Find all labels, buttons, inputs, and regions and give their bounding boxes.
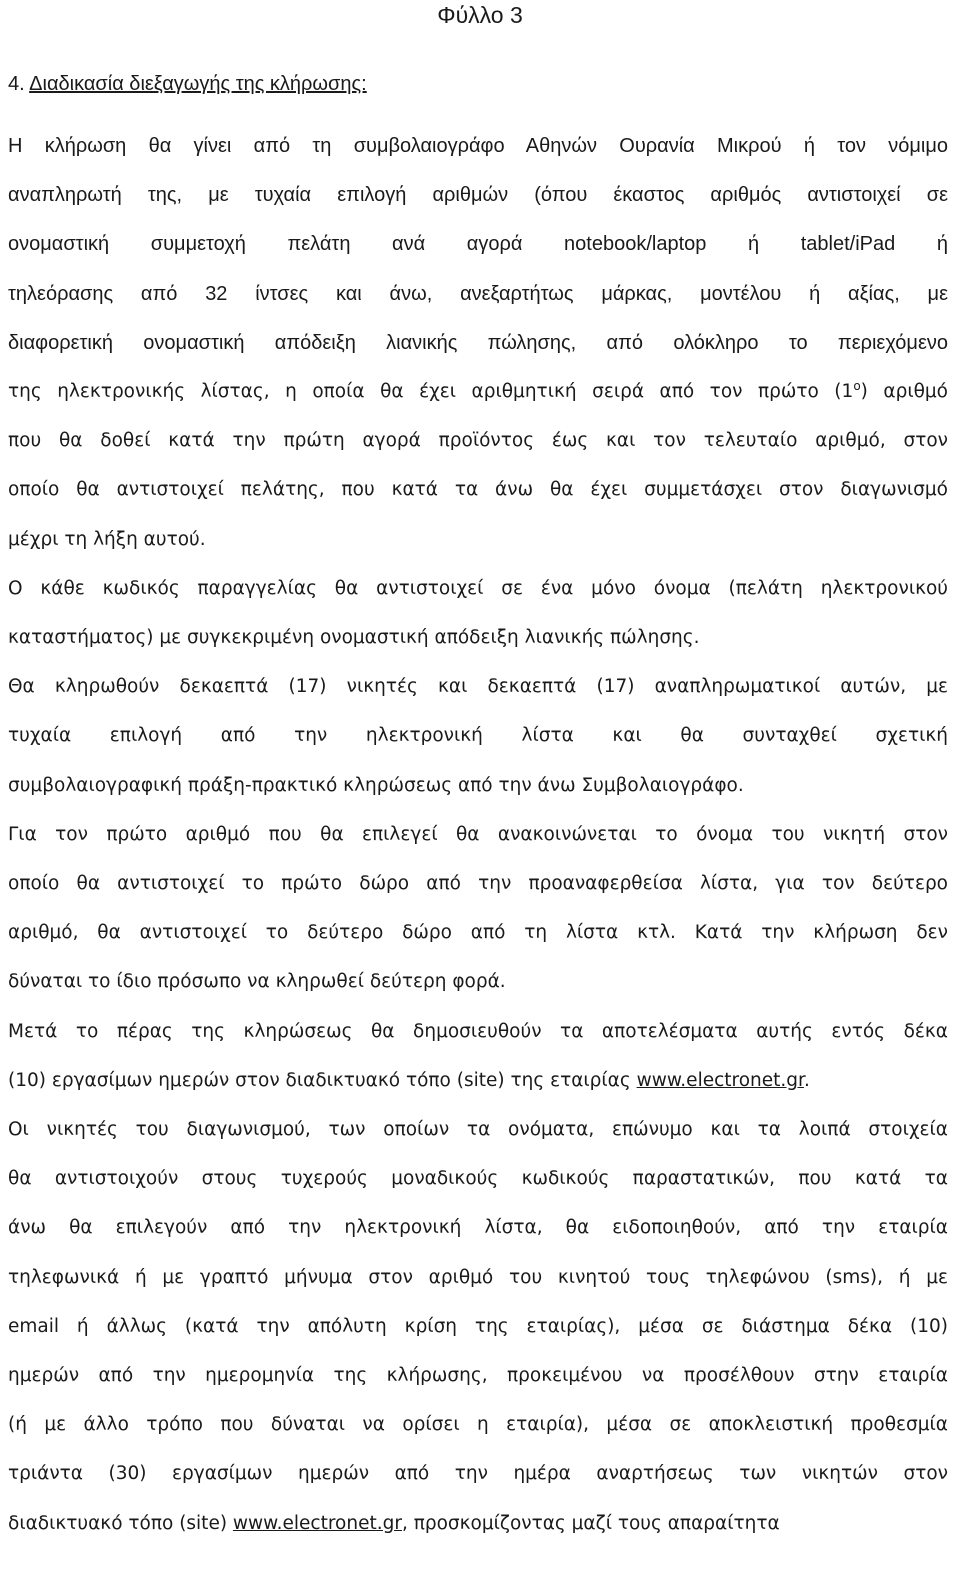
paragraph-line: Για τον πρώτο αριθμό που θα επιλεγεί θα ανακοινώνεται το όνομα του νικητή στον [8, 824, 948, 845]
paragraph-line: Ο κάθε κωδικός παραγγελίας θα αντιστοιχεί σε ένα μόνο όνομα (πελάτη ηλεκτρονικού [8, 578, 948, 599]
section-heading [8, 66, 948, 102]
website-link[interactable]: www.electronet.gr [232, 1513, 402, 1534]
paragraph-line: τηλεόρασης από 32 ίντσες και άνω, ανεξαρτήτως μάρκας, μοντέλου ή αξίας, με [8, 283, 948, 305]
paragraph-line: οποίο θα αντιστοιχεί το πρώτο δώρο από την προαναφερθείσα λίστα, για τον δεύτερο [8, 873, 948, 894]
paragraph-line: (ή με άλλο τρόπο που δύναται να ορίσει η εταιρία), μέσα σε αποκλειστική προθεσμία [8, 1414, 948, 1435]
paragraph-line: οποίο θα αντιστοιχεί πελάτης, που κατά τα άνω θα έχει συμμετάσχει στον διαγωνισμό [8, 479, 948, 500]
paragraph-line: συμβολαιογραφική πράξη-πρακτικό κληρώσεως από την άνω Συμβολαιογράφο. [8, 775, 744, 796]
paragraph-line: θα αντιστοιχούν στους τυχερούς μοναδικούς κωδικούς παραστατικών, που κατά τα [8, 1168, 948, 1189]
paragraph-line-with-superscript [8, 374, 948, 410]
paragraph-line: Θα κληρωθούν δεκαεπτά (17) νικητές και δεκαεπτά (17) αναπληρωματικοί αυτών, με [8, 676, 948, 697]
superscript-ordinal: ο [853, 378, 861, 393]
paragraph-line: δύναται το ίδιο πρόσωπο να κληρωθεί δεύτερη φορά. [8, 971, 506, 992]
section-number: 4. [8, 73, 30, 95]
line-text: (10) εργασίμων ημερών στον διαδικτυακό τόπο (site) της εταιρίας [8, 1070, 631, 1091]
paragraph-line: που θα δοθεί κατά την πρώτη αγορά προϊόντος έως και τον τελευταίο αριθμό, στον [8, 430, 948, 451]
paragraph-line-with-link [8, 1063, 948, 1099]
paragraph-line-with-link [8, 1506, 948, 1542]
line-text: διαδικτυακό τόπο (site) [8, 1513, 233, 1534]
line-text-end: ) αριθμό [860, 381, 948, 402]
section-title-underlined: Διαδικασία διεξαγωγής της κλήρωσης: [29, 73, 367, 95]
paragraph-line: ονομαστική συμμετοχή πελάτη ανά αγορά notebook/laptop ή tablet/iPad ή [8, 233, 948, 255]
paragraph-line: τηλεφωνικά ή με γραπτό μήνυμα στον αριθμό του κινητού τους τηλεφώνου (sms), ή με [8, 1267, 948, 1288]
paragraph-line: μέχρι τη λήξη αυτού. [8, 529, 206, 550]
paragraph-line: τυχαία επιλογή από την ηλεκτρονική λίστα και θα συνταχθεί σχετική [8, 725, 948, 746]
paragraph-line: διαφορετική ονομαστική απόδειξη λιανικής πώλησης, από ολόκληρο το περιεχόμενο [8, 332, 948, 354]
paragraph-line: καταστήματος) με συγκεκριμένη ονομαστική απόδειξη λιανικής πώλησης. [8, 627, 700, 648]
paragraph-line: email ή άλλως (κατά την απόλυτη κρίση της εταιρίας), μέσα σε διάστημα δέκα (10) [8, 1316, 948, 1337]
website-link[interactable]: www.electronet.gr [636, 1070, 804, 1091]
paragraph-line: Οι νικητές του διαγωνισμού, των οποίων τα ονόματα, επώνυμο και τα λοιπά στοιχεία [8, 1119, 948, 1140]
paragraph-line: Η κλήρωση θα γίνει από τη συμβολαιογράφο Αθηνών Ουρανία Μικρού ή τον νόμιμο [8, 135, 948, 157]
paragraph-line: ημερών από την ημερομηνία της κλήρωσης, προκειμένου να προσέλθουν στην εταιρία [8, 1365, 948, 1386]
paragraph-line: αριθμό, θα αντιστοιχεί το δεύτερο δώρο από τη λίστα κτλ. Κατά την κλήρωση δεν [8, 922, 948, 943]
paragraph-line: άνω θα επιλεγούν από την ηλεκτρονική λίστα, θα ειδοποιηθούν, από την εταιρία [8, 1217, 948, 1238]
line-text: της ηλεκτρονικής λίστας, η οποία θα έχει αριθμητική σειρά από τον πρώτο (1 [8, 381, 854, 402]
line-text-end: , προσκομίζοντας μαζί τους απαραίτητα [401, 1513, 780, 1534]
paragraph-line: Μετά το πέρας της κληρώσεως θα δημοσιευθούν τα αποτελέσματα αυτής εντός δέκα [8, 1021, 948, 1042]
sheet-title: Φύλλο 3 [437, 2, 523, 28]
paragraph-line: τριάντα (30) εργασίμων ημερών από την ημέρα αναρτήσεως των νικητών στον [8, 1463, 948, 1484]
paragraph-line: αναπληρωτή της, με τυχαία επιλογή αριθμών (όπου έκαστος αριθμός αντιστοιχεί σε [8, 184, 948, 206]
trailing-period: . [803, 1070, 810, 1091]
